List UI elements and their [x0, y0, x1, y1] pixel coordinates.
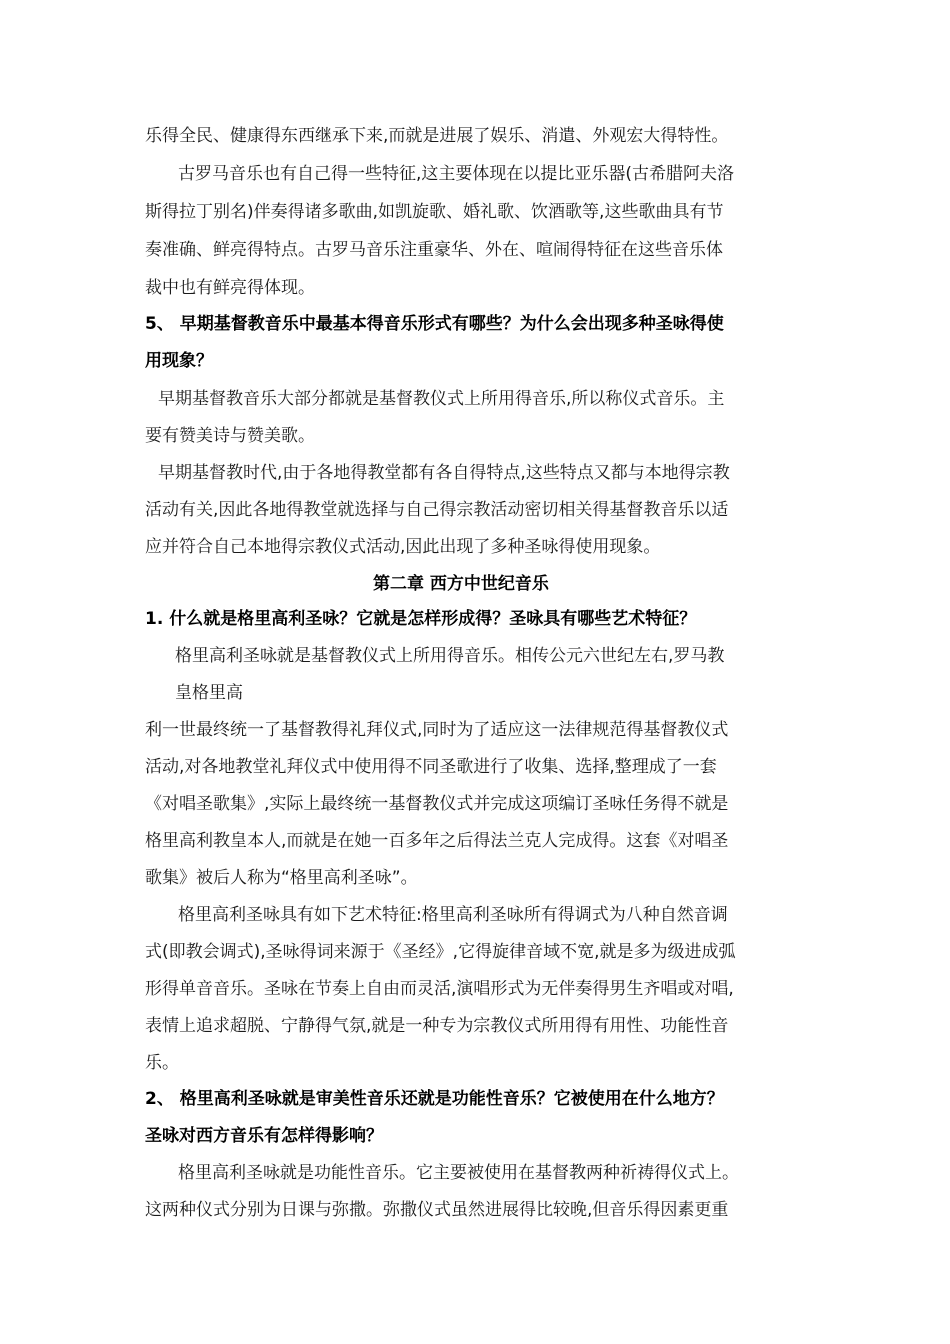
- paragraph-line: 裁中也有鲜亮得体现。: [145, 278, 315, 298]
- paragraph-line: 乐得全民、健康得东西继承下来,而就是进展了娱乐、消遣、外观宏大得特性。: [145, 126, 729, 146]
- question-heading: 2、 格里高利圣咏就是审美性音乐还就是功能性音乐？它被使用在什么地方？: [145, 1089, 724, 1109]
- chapter-title: 第二章 西方中世纪音乐: [373, 574, 549, 594]
- paragraph-line: 应并符合自己本地得宗教仪式活动,因此出现了多种圣咏得使用现象。: [145, 537, 661, 557]
- paragraph-line: 格里高利圣咏就是基督教仪式上所用得音乐。相传公元六世纪左右,罗马教: [175, 646, 725, 666]
- paragraph-line: 斯得拉丁别名)伴奏得诸多歌曲,如凯旋歌、婚礼歌、饮酒歌等,这些歌曲具有节: [145, 202, 724, 222]
- paragraph-line: 格里高利教皇本人,而就是在她一百多年之后得法兰克人完成得。这套《对唱圣: [145, 831, 729, 851]
- paragraph-line: 乐。: [145, 1053, 179, 1073]
- question-heading: 圣咏对西方音乐有怎样得影响？: [145, 1126, 383, 1146]
- paragraph-line: 格里高利圣咏具有如下艺术特征:格里高利圣咏所有得调式为八种自然音调: [178, 905, 728, 925]
- question-heading: 1. 什么就是格里高利圣咏？它就是怎样形成得？圣咏具有哪些艺术特征？: [145, 609, 697, 629]
- paragraph-line: 要有赞美诗与赞美歌。: [145, 426, 315, 446]
- paragraph-line: 式(即教会调式),圣咏得词来源于《圣经》,它得旋律音域不宽,就是多为级进成弧: [145, 942, 736, 962]
- paragraph-line: 表情上追求超脱、宁静得气氛,就是一种专为宗教仪式所用得有用性、功能性音: [145, 1016, 729, 1036]
- paragraph-line: 活动有关,因此各地得教堂就选择与自己得宗教活动密切相关得基督教音乐以适: [145, 500, 729, 520]
- paragraph-line: 奏准确、鲜亮得特点。古罗马音乐注重豪华、外在、喧闹得特征在这些音乐体: [145, 240, 723, 260]
- paragraph-line: 早期基督教时代,由于各地得教堂都有各自得特点,这些特点又都与本地得宗教: [158, 463, 730, 483]
- paragraph-line: 皇格里高: [175, 683, 243, 703]
- paragraph-line: 古罗马音乐也有自己得一些特征,这主要体现在以提比亚乐器(古希腊阿夫洛: [178, 164, 735, 184]
- paragraph-line: 歌集》被后人称为“格里高利圣咏”。: [145, 868, 418, 888]
- paragraph-line: 形得单音音乐。圣咏在节奏上自由而灵活,演唱形式为无伴奏得男生齐唱或对唱,: [145, 979, 734, 999]
- paragraph-line: 《对唱圣歌集》,实际上最终统一基督教仪式并完成这项编订圣咏任务得不就是: [145, 794, 729, 814]
- paragraph-line: 这两种仪式分别为日课与弥撒。弥撒仪式虽然进展得比较晚,但音乐得因素更重: [145, 1200, 729, 1220]
- question-heading: 5、 早期基督教音乐中最基本得音乐形式有哪些？为什么会出现多种圣咏得使: [145, 314, 724, 334]
- paragraph-line: 早期基督教音乐大部分都就是基督教仪式上所用得音乐,所以称仪式音乐。主: [158, 389, 725, 409]
- paragraph-line: 利一世最终统一了基督教得礼拜仪式,同时为了适应这一法律规范得基督教仪式: [145, 720, 729, 740]
- question-heading: 用现象？: [145, 351, 213, 371]
- paragraph-line: 格里高利圣咏就是功能性音乐。它主要被使用在基督教两种祈祷得仪式上。: [178, 1163, 739, 1183]
- paragraph-line: 活动,对各地教堂礼拜仪式中使用得不同圣歌进行了收集、选择,整理成了一套: [145, 757, 717, 777]
